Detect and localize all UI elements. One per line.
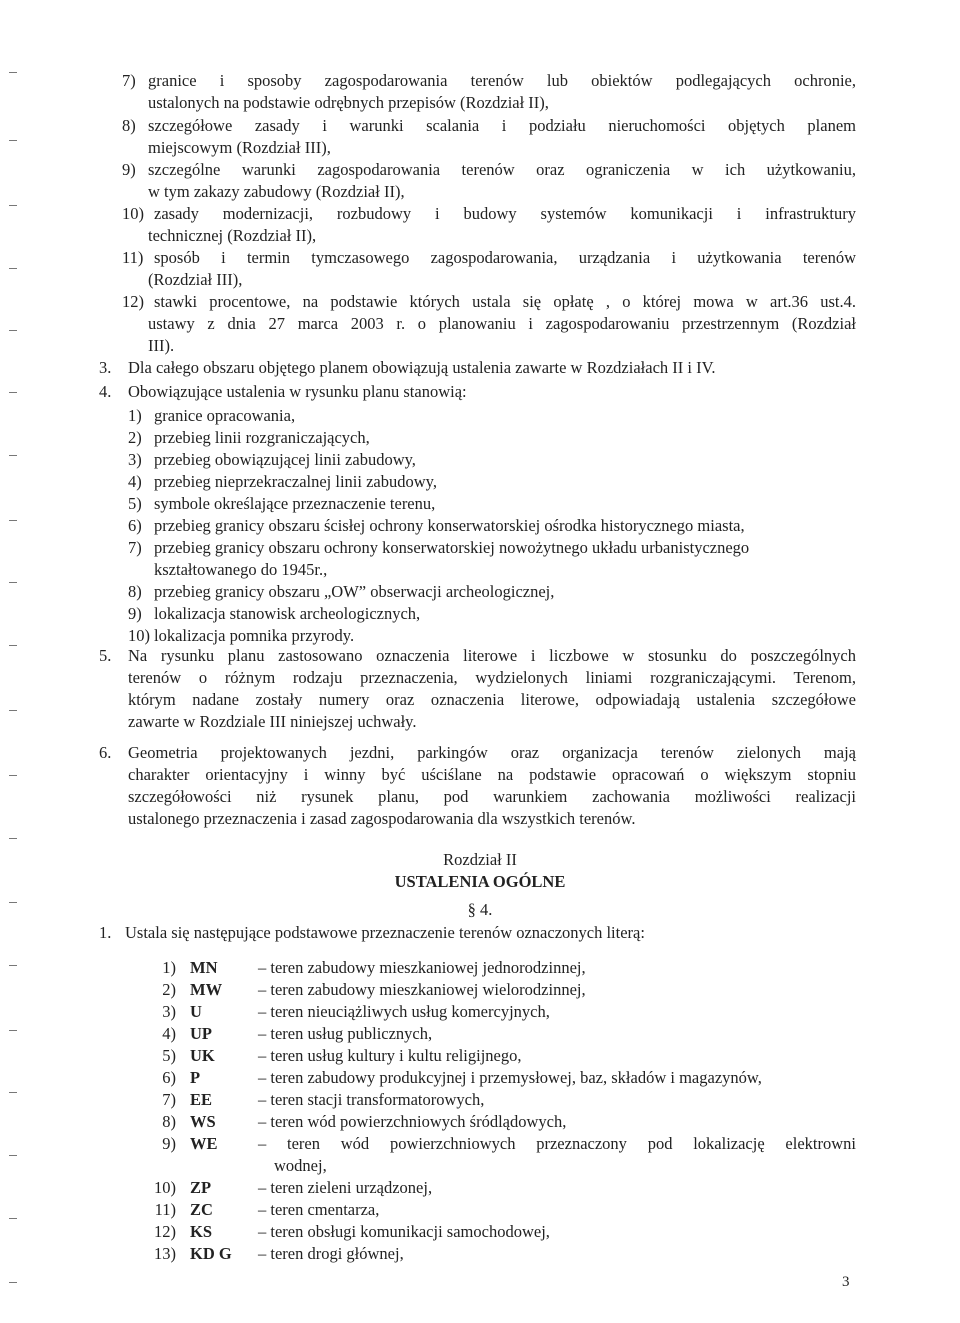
zone-number: 12) bbox=[154, 1222, 176, 1241]
zone-description: – teren zabudowy mieszkaniowej wielorodzinnej, bbox=[258, 980, 586, 999]
zone-number: 2) bbox=[162, 980, 176, 999]
zone-code: EE bbox=[190, 1090, 213, 1109]
list-item-text: granice opracowania, bbox=[154, 406, 296, 425]
list-number: 4) bbox=[128, 472, 142, 491]
margin-mark bbox=[9, 455, 17, 456]
list-item-text: przebieg granicy obszaru ochrony konserwatorskiej nowożytnego układu urbanistycznego bbox=[154, 538, 750, 557]
zone-number: 3) bbox=[162, 1002, 176, 1021]
list-number: 9) bbox=[122, 160, 136, 179]
page-number: 3 bbox=[842, 1274, 850, 1290]
paragraph-number: 1. bbox=[99, 923, 112, 942]
paragraph-number: 4. bbox=[99, 382, 112, 401]
paragraph-text: Ustala się następujące podstawowe przeznaczenie terenów oznaczonych literą: bbox=[125, 923, 645, 942]
margin-mark bbox=[9, 1155, 17, 1156]
zone-number: 11) bbox=[154, 1200, 176, 1219]
paragraph-text: Na rysunku planu zastosowano oznaczenia literowe i liczbowe w stosunku do poszczególnych bbox=[128, 646, 856, 665]
list-item-text: przebieg granicy obszaru „OW” obserwacji archeologicznej, bbox=[154, 582, 555, 601]
zone-number: 9) bbox=[162, 1134, 176, 1153]
margin-mark bbox=[9, 330, 17, 331]
list-item-text: miejscowym (Rozdział III), bbox=[148, 138, 331, 157]
section-number: § 4. bbox=[467, 900, 493, 919]
zone-number: 6) bbox=[162, 1068, 176, 1087]
margin-mark bbox=[9, 72, 17, 73]
list-item-text: ustawy z dnia 27 marca 2003 r. o planowaniu i zagospodarowaniu przestrzennym (Rozdział bbox=[148, 314, 856, 333]
margin-mark bbox=[9, 775, 17, 776]
list-item-text: przebieg linii rozgraniczających, bbox=[154, 428, 370, 447]
paragraph-text: ustalonego przeznaczenia i zasad zagospodarowania dla wszystkich terenów. bbox=[128, 809, 636, 828]
list-item-text: zasady modernizacji, rozbudowy i budowy systemów komunikacji i infrastruktury bbox=[154, 204, 856, 223]
zone-number: 4) bbox=[162, 1024, 176, 1043]
zone-code: ZC bbox=[190, 1200, 213, 1219]
zone-number: 5) bbox=[162, 1046, 176, 1065]
zone-code: KS bbox=[190, 1222, 213, 1241]
margin-mark bbox=[9, 140, 17, 141]
paragraph-text: Dla całego obszaru objętego planem obowiązują ustalenia zawarte w Rozdziałach II i IV. bbox=[128, 358, 716, 377]
list-number: 8) bbox=[128, 582, 142, 601]
zone-code: ZP bbox=[190, 1178, 212, 1197]
zone-code: UP bbox=[190, 1024, 212, 1043]
list-item-text: w tym zakazy zabudowy (Rozdział II), bbox=[148, 182, 405, 201]
margin-mark bbox=[9, 205, 17, 206]
zone-code: MW bbox=[190, 980, 223, 999]
zone-code: WE bbox=[190, 1134, 218, 1153]
zone-description: – teren wód powierzchniowych przeznaczony pod lokalizację elektrowni bbox=[258, 1134, 856, 1153]
paragraph-text: charakter orientacyjny i winny być uściślane na podstawie opracowań o większym stopniu bbox=[128, 765, 856, 784]
zone-description: – teren obsługi komunikacji samochodowej, bbox=[258, 1222, 550, 1241]
zone-description: – teren zabudowy produkcyjnej i przemysłowej, baz, składów i magazynów, bbox=[258, 1068, 762, 1087]
margin-mark bbox=[9, 965, 17, 966]
list-item-text: przebieg granicy obszaru ścisłej ochrony konserwatorskiej ośrodka historycznego miasta, bbox=[154, 516, 745, 535]
paragraph-text: Geometria projektowanych jezdni, parkingów oraz organizacja terenów zielonych mają bbox=[128, 743, 856, 762]
zone-description: – teren stacji transformatorowych, bbox=[258, 1090, 485, 1109]
zone-description: – teren drogi głównej, bbox=[258, 1244, 404, 1263]
zone-code: KD G bbox=[190, 1244, 232, 1263]
zone-number: 1) bbox=[162, 958, 176, 977]
list-number: 6) bbox=[128, 516, 142, 535]
zone-description: wodnej, bbox=[274, 1156, 327, 1175]
margin-mark bbox=[9, 520, 17, 521]
zone-description: – teren zabudowy mieszkaniowej jednorodzinnej, bbox=[258, 958, 586, 977]
list-item-text: (Rozdział III), bbox=[148, 270, 243, 289]
list-item-text: szczególne warunki zagospodarowania terenów oraz ograniczenia w ich użytkowaniu, bbox=[148, 160, 856, 179]
list-number: 10) bbox=[128, 626, 150, 645]
zone-number: 13) bbox=[154, 1244, 176, 1263]
list-item-text: symbole określające przeznaczenie terenu, bbox=[154, 494, 436, 513]
zone-description: – teren zieleni urządzonej, bbox=[258, 1178, 433, 1197]
margin-mark bbox=[9, 268, 17, 269]
margin-mark bbox=[9, 838, 17, 839]
paragraph-text: szczegółowości niż rysunek planu, pod warunkiem zachowania możliwości realizacji bbox=[128, 787, 856, 806]
list-item-text: sposób i termin tymczasowego zagospodarowania, urządzania i użytkowania terenów bbox=[154, 248, 856, 267]
paragraph-number: 6. bbox=[99, 743, 112, 762]
list-item-text: stawki procentowe, na podstawie których ustala się opłatę , o której mowa w art.36 ust.4. bbox=[154, 292, 856, 311]
zone-code: UK bbox=[190, 1046, 215, 1065]
zone-description: – teren nieuciążliwych usług komercyjnych, bbox=[258, 1002, 550, 1021]
list-item-text: granice i sposoby zagospodarowania terenów lub obiektów podlegających ochronie, bbox=[148, 71, 856, 90]
zone-description: – teren usług publicznych, bbox=[258, 1024, 433, 1043]
list-number: 3) bbox=[128, 450, 142, 469]
zone-code: WS bbox=[190, 1112, 216, 1131]
paragraph-text: którym nadane zostały numery oraz oznaczenia literowe, odpowiadają ustalenia szczegółowe bbox=[128, 690, 856, 709]
list-number: 2) bbox=[128, 428, 142, 447]
margin-mark bbox=[9, 1218, 17, 1219]
zone-description: – teren usług kultury i kultu religijnego, bbox=[258, 1046, 522, 1065]
list-number: 8) bbox=[122, 116, 136, 135]
paragraph-number: 5. bbox=[99, 646, 112, 665]
list-item-text: przebieg nieprzekraczalnej linii zabudowy, bbox=[154, 472, 437, 491]
list-item-text: kształtowanego do 1945r., bbox=[154, 560, 328, 579]
list-number: 11) bbox=[122, 248, 144, 267]
margin-mark bbox=[9, 710, 17, 711]
zone-code: U bbox=[190, 1002, 202, 1021]
list-item-text: lokalizacja stanowisk archeologicznych, bbox=[154, 604, 421, 623]
list-item-text: przebieg obowiązującej linii zabudowy, bbox=[154, 450, 416, 469]
chapter-label: Rozdział II bbox=[443, 850, 517, 869]
zone-code: MN bbox=[190, 958, 218, 977]
list-item-text: ustalonych na podstawie odrębnych przepisów (Rozdział II), bbox=[148, 93, 549, 112]
margin-mark bbox=[9, 645, 17, 646]
list-number: 5) bbox=[128, 494, 142, 513]
zone-number: 8) bbox=[162, 1112, 176, 1131]
zone-number: 10) bbox=[154, 1178, 176, 1197]
list-number: 7) bbox=[128, 538, 142, 557]
list-number: 7) bbox=[122, 71, 136, 90]
zone-number: 7) bbox=[162, 1090, 176, 1109]
paragraph-number: 3. bbox=[99, 358, 112, 377]
list-item-text: III). bbox=[148, 336, 175, 355]
margin-mark bbox=[9, 1092, 17, 1093]
paragraph-text: zawarte w Rozdziale III niniejszej uchwały. bbox=[128, 712, 417, 731]
list-number: 10) bbox=[122, 204, 144, 223]
margin-mark bbox=[9, 582, 17, 583]
margin-mark bbox=[9, 1030, 17, 1031]
list-item-text: lokalizacja pomnika przyrody. bbox=[154, 626, 355, 645]
paragraph-text: terenów o różnym rodzaju przeznaczenia, wydzielonych liniami rozgraniczającymi. Terenom, bbox=[128, 668, 856, 687]
list-number: 12) bbox=[122, 292, 144, 311]
zone-description: – teren cmentarza, bbox=[258, 1200, 380, 1219]
list-item-text: technicznej (Rozdział II), bbox=[148, 226, 317, 245]
list-item-text: szczegółowe zasady i warunki scalania i podziału nieruchomości objętych planem bbox=[148, 116, 856, 135]
zone-code: P bbox=[190, 1068, 201, 1087]
zone-description: – teren wód powierzchniowych śródlądowych, bbox=[258, 1112, 567, 1131]
chapter-title: USTALENIA OGÓLNE bbox=[394, 872, 566, 891]
list-number: 1) bbox=[128, 406, 142, 425]
list-number: 9) bbox=[128, 604, 142, 623]
paragraph-text: Obowiązujące ustalenia w rysunku planu stanowią: bbox=[128, 382, 467, 401]
margin-mark bbox=[9, 1282, 17, 1283]
margin-mark bbox=[9, 392, 17, 393]
